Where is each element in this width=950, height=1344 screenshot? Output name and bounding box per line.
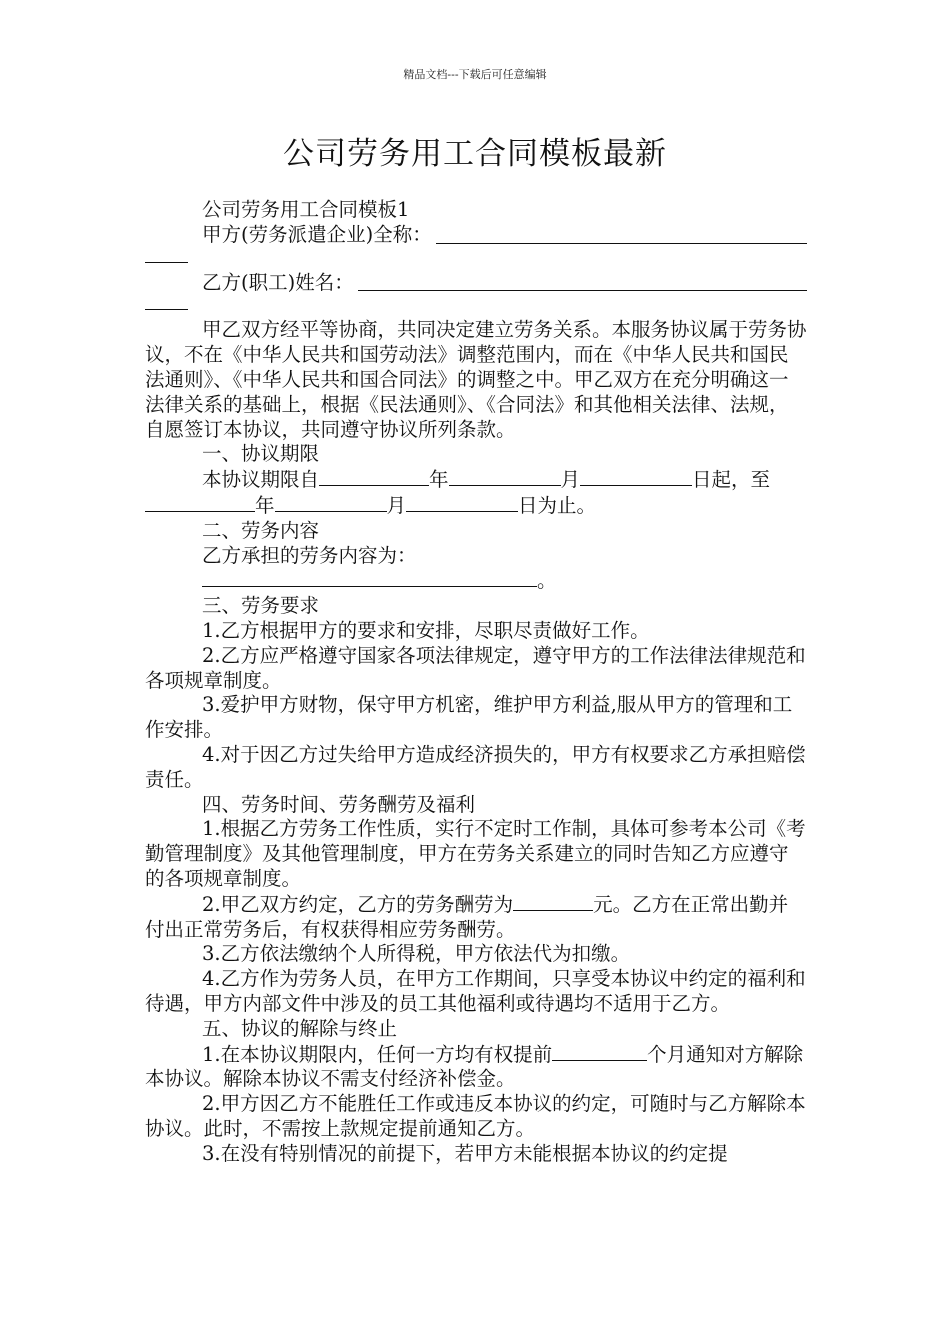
requirement-item: 2.乙方应严格遵守国家各项法律规定，遵守甲方的工作法律法律规范和各项规章制度。	[145, 643, 806, 692]
party-a-field	[145, 223, 807, 248]
requirement-item: 1.乙方根据甲方的要求和安排，尽职尽责做好工作。	[202, 618, 650, 642]
termination-item: 3.在没有特别情况的前提下，若甲方未能根据本协议的约定提	[202, 1141, 728, 1165]
section-1-heading: 一、协议期限	[202, 442, 320, 466]
term-text: 月	[386, 493, 407, 517]
section-4-heading: 四、劳务时间、劳务酬劳及福利	[202, 792, 476, 816]
document-body	[145, 198, 807, 1166]
term-text: 本协议期限自	[202, 468, 320, 492]
party-b-label: 乙方(职工)姓名：	[202, 270, 354, 294]
notice-months-blank[interactable]	[552, 1042, 647, 1061]
term-text: 年	[429, 468, 449, 492]
start-year-blank[interactable]	[319, 467, 429, 486]
requirement-item: 4.对于因乙方过失给甲方造成经济损失的，甲方有权要求乙方承担赔偿责任。	[145, 742, 806, 791]
section-3-heading: 三、劳务要求	[202, 594, 320, 618]
tax-item: 3.乙方依法缴纳个人所得税，甲方依法代为扣缴。	[202, 942, 631, 966]
party-b-blank-continued[interactable]	[145, 295, 188, 310]
termination-text: 1.在本协议期限内，任何一方均有权提前	[202, 1042, 553, 1066]
start-month-blank[interactable]	[449, 467, 561, 486]
subtitle: 公司劳务用工合同模板1	[202, 198, 410, 221]
term-text: 日起，至	[692, 468, 771, 492]
document-title: 公司劳务用工合同模板最新	[283, 136, 667, 172]
termination-text: 个月通知对方解除本协议。解除本协议不需支付经济补偿金。	[145, 1042, 804, 1091]
requirement-item: 3.爱护甲方财物，保守甲方机密，维护甲方利益,服从甲方的管理和工作安排。	[145, 693, 793, 742]
end-month-blank[interactable]	[275, 493, 387, 512]
term-text: 月	[560, 468, 581, 492]
term-text: 日为止。	[518, 493, 597, 517]
section-2-heading: 二、劳务内容	[202, 518, 320, 542]
party-a-blank[interactable]	[436, 225, 807, 244]
section-5-heading: 五、协议的解除与终止	[202, 1016, 398, 1040]
header-note: 精品文档---下载后可任意编辑	[403, 68, 547, 81]
term-clause	[145, 467, 807, 519]
party-b-blank[interactable]	[358, 272, 807, 291]
remuneration-item	[145, 892, 807, 943]
service-content-end: 。	[537, 569, 557, 593]
party-b-field	[145, 271, 807, 296]
start-day-blank[interactable]	[580, 467, 692, 486]
remuneration-amount-blank[interactable]	[513, 892, 593, 911]
remuneration-text: 元。乙方在正常出勤并付出正常劳务后，有权获得相应劳务酬劳。	[145, 892, 789, 941]
service-content-blank[interactable]	[202, 568, 537, 587]
end-day-blank[interactable]	[406, 493, 518, 512]
party-a-blank-continued[interactable]	[145, 248, 188, 263]
service-content-field	[145, 568, 807, 594]
termination-notice-item	[145, 1042, 807, 1093]
term-text: 年	[255, 493, 275, 517]
remuneration-text: 2.甲乙双方约定，乙方的劳务酬劳为	[202, 892, 514, 916]
end-year-blank[interactable]	[145, 493, 255, 512]
service-content-line: 乙方承担的劳务内容为：	[202, 543, 417, 567]
intro-paragraph: 甲乙双方经平等协商，共同决定建立劳务关系。本服务协议属于劳务协议，不在《中华人民共和国劳动法》调整范围内，而在《中华人民共和国民法通则》、《中华人民共和国合同法》的调整之中。甲乙双方在充分明确这一法律关系的基础上，根据《民法通则》、《合同法》和其他相关法律、法规，自愿签订本协议，共同遵守协议所列条款。	[145, 318, 807, 441]
party-a-label: 甲方(劳务派遣企业)全称：	[202, 222, 432, 246]
benefits-item: 4.乙方作为劳务人员，在甲方工作期间，只享受本协议中约定的福利和待遇，甲方内部文件中涉及的员工其他福利或待遇均不适用于乙方。	[145, 967, 806, 1015]
termination-item: 2.甲方因乙方不能胜任工作或违反本协议的约定，可随时与乙方解除本协议。此时，不需按上款规定提前通知乙方。	[145, 1092, 806, 1140]
work-time-item: 1.根据乙方劳务工作性质，实行不定时工作制，具体可参考本公司《考勤管理制度》及其他管理制度，甲方在劳务关系建立的同时告知乙方应遵守的各项规章制度。	[145, 817, 806, 890]
